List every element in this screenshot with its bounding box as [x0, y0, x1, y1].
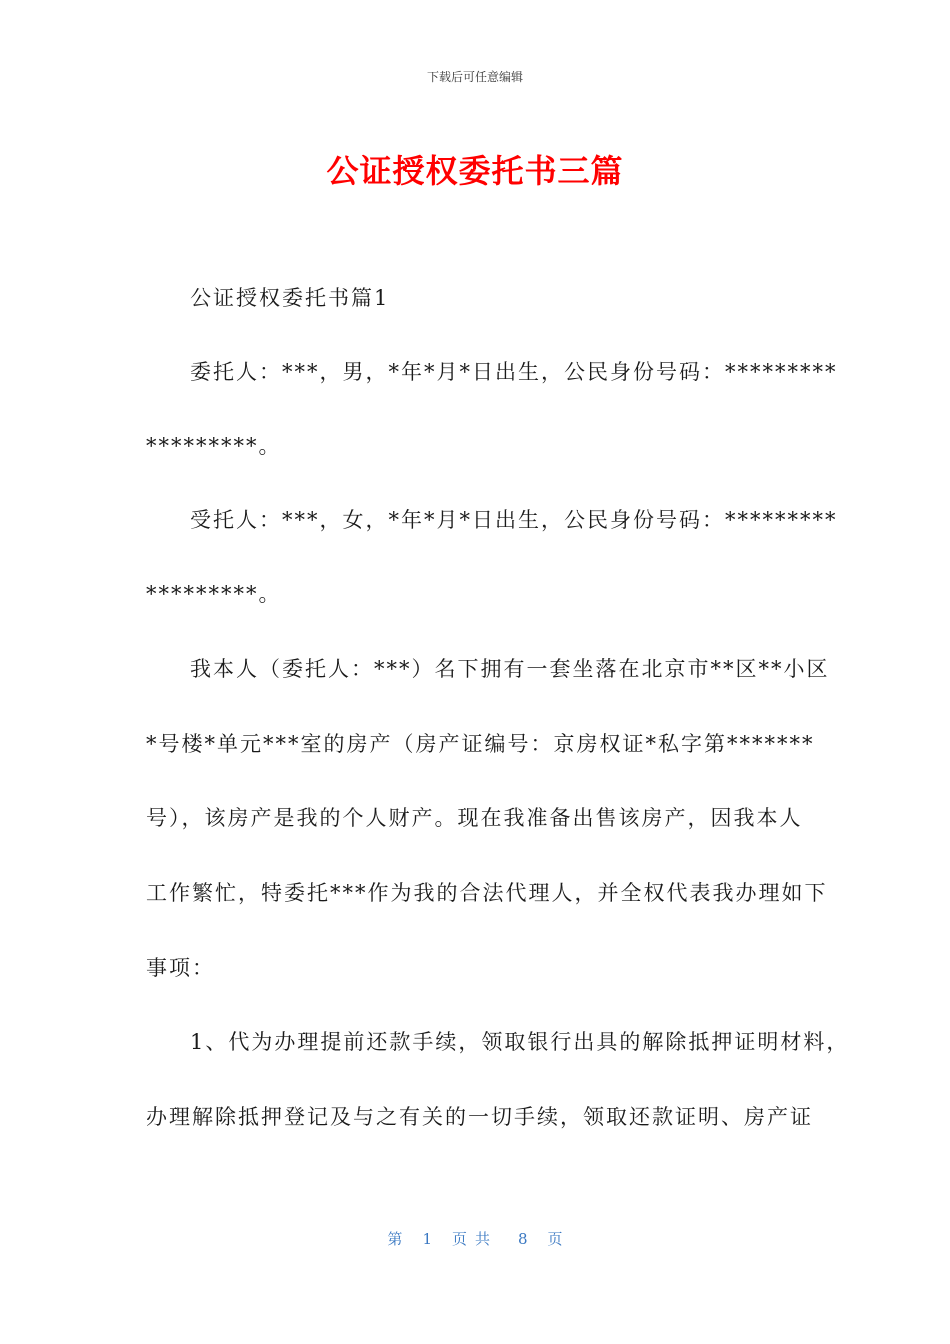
- body-line: 工作繁忙，特委托***作为我的合法代理人，并全权代表我办理如下: [146, 881, 828, 905]
- body-line: *********。: [146, 582, 282, 606]
- body-line: 受托人：***，女，*年*月*日出生，公民身份号码：*********: [190, 508, 838, 532]
- footer-page-number: 1: [422, 1230, 432, 1248]
- body-line: *号楼*单元***室的房产（房产证编号：京房权证*私字第*******: [146, 732, 815, 756]
- footer-total-pages: 8: [518, 1230, 528, 1248]
- footer-middle: 页共: [451, 1230, 498, 1248]
- body-line: 事项：: [146, 956, 215, 980]
- footer-suffix: 页: [547, 1230, 563, 1248]
- body-line: 1、代为办理提前还款手续，领取银行出具的解除抵押证明材料，: [190, 1030, 850, 1054]
- page-footer: [0, 1228, 950, 1249]
- body-line: 我本人（委托人：***）名下拥有一套坐落在北京市**区**小区: [190, 657, 830, 681]
- body-line: 号），该房产是我的个人财产。现在我准备出售该房产，因我本人: [146, 806, 803, 830]
- document-title: 公证授权委托书三篇: [326, 152, 624, 190]
- section-heading: 公证授权委托书篇1: [190, 286, 390, 310]
- header-note: 下载后可任意编辑: [426, 70, 523, 84]
- body-line: 办理解除抵押登记及与之有关的一切手续，领取还款证明、房产证: [146, 1105, 813, 1129]
- footer-prefix: 第: [387, 1230, 403, 1248]
- body-line: *********。: [146, 434, 282, 458]
- body-line: 委托人：***，男，*年*月*日出生，公民身份号码：*********: [190, 360, 838, 384]
